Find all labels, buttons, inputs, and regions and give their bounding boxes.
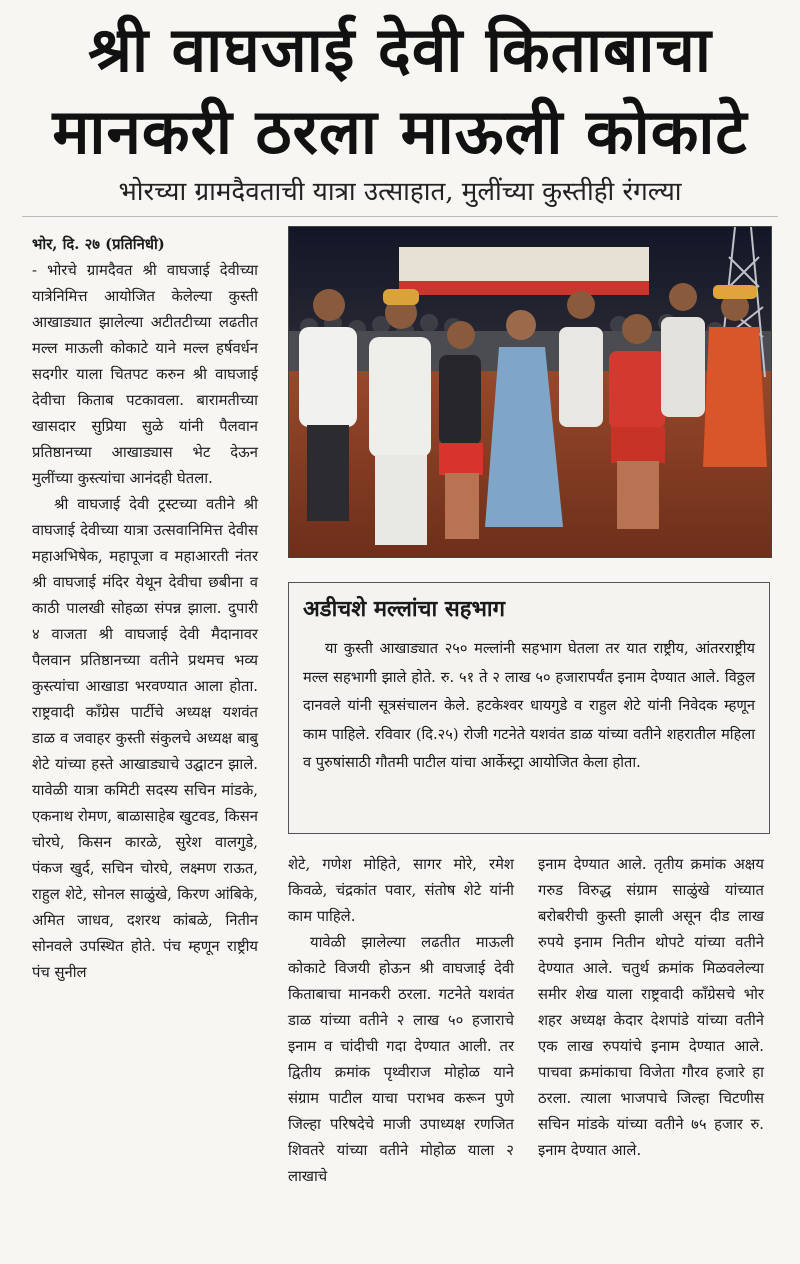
header-divider (22, 216, 778, 217)
article-paragraph: इनाम देण्यात आले. तृतीय क्रमांक अक्षय गरुड विरुद्ध संग्राम साळुंखे यांच्यात बरोबरीची कुस्ती झाली असून दीड लाख रुपये इनाम नितीन थोपटे यांच्या वतीने देण्यात आले. चतुर्थ क्रमांक मिळवलेल्या समीर शेख याला राष्ट्रवादी कॉंग्रेसचे भोर शहर अध्यक्ष केदार देशपांडे यांच्या वतीने एक लाख रुपयांचे इनाम देण्यात आले. पाचवा क्रमांकाचा विजेता गौरव हजारे हा ठरला. त्याला भाजपाचे जिल्हा चिटणीस सचिन मांडके यांच्या वतीने ७५ हजार रु. इनाम देण्यात आले. (538, 856, 764, 1159)
article-column-2 (288, 852, 514, 1190)
article-paragraph: यावेळी झालेल्या लढतीत माऊली कोकाटे विजयी होऊन श्री वाघजाई देवी किताबाचा मानकरी ठरला. गटनेते यशवंत डाळ यांच्या वतीने २ लाख ५० हजाराचे इनाम व चांदीची गदा देण्यात आली. तर द्वितीय क्रमांक पृथ्वीराज मोहोळ याने संग्राम पाटील याचा पराभव करून पुणे जिल्हा परिषदेचे माजी उपाध्यक्ष रणजित शिवतरे यांच्या वतीने मोहोळ याला २ लाखाचे (288, 934, 514, 1185)
dateline: भोर, दि. २७ (प्रतिनिधी) (32, 236, 165, 253)
article-paragraph: श्री वाघजाई देवी ट्रस्टच्या वतीने श्री वाघजाई देवीच्या यात्रा उत्सवानिमित्त देवीस महाअभिषेक, महापूजा व महाआरती नंतर श्री वाघजाई मंदिर येथून देवीचा छबीना व काठी पालखी सोहळा संपन्न झाला. दुपारी ४ वाजता श्री वाघजाई देवी मैदानावर पैलवान प्रतिष्ठानच्या वतीने प्रथमच भव्य कुस्त्यांचा आखाडा भरवण्यात आला होता. राष्ट्रवादी कॉंग्रेस पार्टीचे अध्यक्ष यशवंत डाळ व जवाहर कुस्ती संकुलचे अध्यक्ष बाबु शेटे यांच्या हस्ते आखाड्याचे उद्घाटन झाले. यावेळी यात्रा कमिटी सदस्य सचिन मांडके, एकनाथ रोमण, बाळासाहेब खुटवड, किसन चोरघे, किसन कारळे, सुरेश वालगुडे, पंकज खुर्द, सचिन चोरघे, लक्ष्मण राऊत, राहुल शेटे, सोनल साळुंखे, किरण आंबिके, अमित जाधव, दशरथ कांबळे, नितीन सोनवले उपस्थित होते. पंच म्हणून राष्ट्रीय पंच सुनील (32, 496, 258, 981)
sidebar-title: अडीचशे मल्लांचा सहभाग (303, 597, 505, 622)
article-column-1 (32, 232, 258, 986)
article-column-3 (538, 852, 764, 1164)
article-paragraph: - भोरचे ग्रामदैवत श्री वाघजाई देवीच्या यात्रेनिमित्त आयोजित केलेल्या कुस्ती आखाड्यात झालेल्या अटीतटीच्या लढतीत मल्ल माऊली कोकाटे याने मल्ल हर्षवर्धन सदगीर याला चितपट करुन श्री वाघजाई देवीचा किताब पटकावला. बारामतीच्या खासदार सुप्रिया सुळे यांनी पैलवान प्रतिष्ठानच्या आखाड्यास भेट देऊन मुलींच्या कुस्त्यांचा आनंदही घेतला. (32, 262, 258, 487)
article-paragraph: शेटे, गणेश मोहिते, सागर मोरे, रमेश किवळे, चंद्रकांत पवार, संतोष शेटे यांनी काम पाहिले. (288, 856, 514, 925)
sidebar-box (288, 582, 770, 834)
wrestling-event-photo (288, 226, 772, 558)
headline-line-2: मानकरी ठरला माऊली कोकाटे (52, 95, 748, 168)
subheadline: भोरच्या ग्रामदैवताची यात्रा उत्साहात, मुलींच्या कुस्तीही रंगल्या (118, 177, 682, 207)
sidebar-text: या कुस्ती आखाड्यात २५० मल्लांनी सहभाग घेतला तर यात राष्ट्रीय, आंतरराष्ट्रीय मल्ल सहभागी झाले होते. रु. ५१ ते २ लाख ५० हजारापर्यंत इनाम देण्यात आले. विठ्ठल दानवले यांनी सूत्रसंचालन केले. हटकेश्वर धायगुडे व राहुल शेटे यांनी निवेदक म्हणून काम पाहिले. रविवार (दि.२५) रोजी गटनेते यशवंत डाळ यांच्या वतीने शहरातील महिला व पुरुषांसाठी गौतमी पाटील यांचा आर्केस्ट्रा आयोजित केला होता. (303, 640, 755, 771)
headline-line-1: श्री वाघजाई देवी किताबाचा (88, 13, 712, 86)
